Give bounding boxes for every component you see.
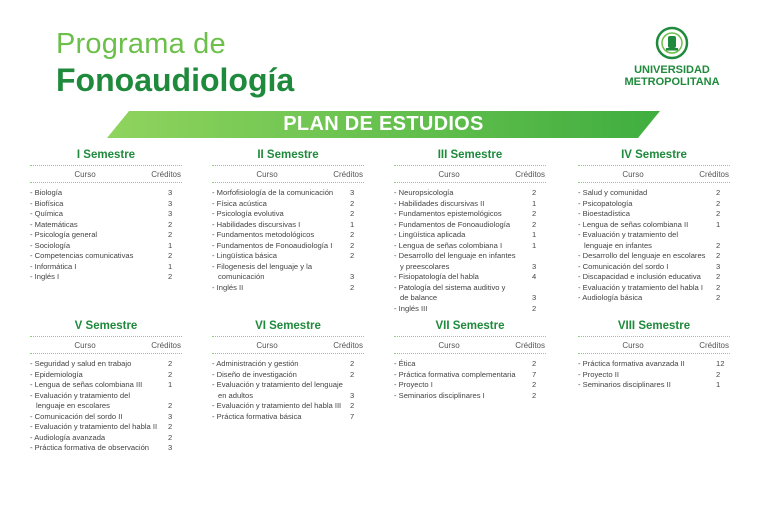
course-name: lenguaje en escolares xyxy=(36,401,110,410)
course-credits: 2 xyxy=(532,209,537,218)
semester-title: VIII Semestre xyxy=(617,320,691,332)
curso-header: Curso xyxy=(256,341,278,350)
course-row xyxy=(212,412,364,423)
course-credits: 2 xyxy=(168,359,173,368)
course-credits: 3 xyxy=(532,293,537,302)
divider xyxy=(394,182,546,183)
course-credits: 1 xyxy=(532,198,537,208)
creditos-header: Créditos xyxy=(699,341,729,350)
course-credits: 2 xyxy=(716,369,721,379)
course-credits: 2 xyxy=(350,282,355,292)
course-name: - Salud y comunidad xyxy=(578,188,648,197)
course-name: - Habilidades discursivas II xyxy=(394,198,485,208)
course-row xyxy=(394,380,546,391)
course-name: - Fundamentos metodológicos xyxy=(212,230,315,239)
curso-header: Curso xyxy=(74,341,96,350)
course-row xyxy=(578,251,730,262)
course-credits: 3 xyxy=(168,209,173,218)
course-credits: 1 xyxy=(350,219,355,229)
curso-header: Curso xyxy=(256,170,278,179)
course-name: - Ética xyxy=(394,359,416,368)
course-name: - Patología del sistema auditivo y xyxy=(394,282,506,292)
course-name: - Inglés III xyxy=(394,303,428,313)
course-credits: 2 xyxy=(350,369,355,379)
course-row xyxy=(578,220,730,231)
semester-title: VII Semestre xyxy=(435,320,505,332)
course-name: - Inglés II xyxy=(212,282,244,292)
creditos-header: Créditos xyxy=(151,341,181,350)
divider xyxy=(30,353,182,354)
course-row xyxy=(212,262,364,273)
semester-header xyxy=(212,341,364,350)
course-name: - Desarrollo del lenguaje en escolares xyxy=(578,251,706,260)
semester-title: V Semestre xyxy=(74,320,138,332)
semester-header xyxy=(30,170,182,179)
course-name: - Práctica formativa complementaria xyxy=(394,369,516,379)
course-credits: 3 xyxy=(168,443,173,452)
university-logo xyxy=(612,26,732,88)
logo-text-line2: METROPOLITANA xyxy=(624,76,720,88)
course-row xyxy=(394,359,546,370)
course-credits xyxy=(532,283,546,294)
curso-header: Curso xyxy=(438,170,460,179)
divider xyxy=(394,353,546,354)
course-name: - Química xyxy=(30,209,63,218)
course-row xyxy=(30,262,182,273)
course-credits: 7 xyxy=(532,369,537,379)
course-row xyxy=(394,293,546,304)
divider xyxy=(212,165,364,166)
course-row xyxy=(394,283,546,294)
divider xyxy=(578,353,730,354)
course-name: - Biología xyxy=(30,188,63,197)
course-row xyxy=(394,199,546,210)
divider xyxy=(578,336,730,337)
course-credits: 3 xyxy=(168,198,173,208)
course-credits: 1 xyxy=(716,380,721,389)
divider xyxy=(394,165,546,166)
course-name: - Evaluación y tratamiento del xyxy=(30,390,131,400)
course-name: - Competencias comunicativas xyxy=(30,251,134,260)
semester-block xyxy=(30,320,182,454)
course-name: - Seminarios disciplinares II xyxy=(578,380,671,389)
course-row xyxy=(30,209,182,220)
course-row xyxy=(578,241,730,252)
course-name: - Comunicación del sordo I xyxy=(578,261,669,271)
course-credits: 12 xyxy=(716,359,725,368)
course-credits: 2 xyxy=(716,209,721,218)
program-title-line1: Programa de xyxy=(56,28,226,60)
course-name: - Desarrollo del lenguaje en infantes xyxy=(394,251,516,260)
course-name: - Seminarios disciplinares I xyxy=(394,390,485,400)
course-name: - Práctica formativa básica xyxy=(212,411,302,421)
course-name: de balance xyxy=(400,293,438,302)
course-name: en adultos xyxy=(218,390,254,400)
course-row xyxy=(578,359,730,370)
course-credits: 2 xyxy=(532,303,537,313)
course-name: - Proyecto I xyxy=(394,380,433,389)
semester-title: II Semestre xyxy=(257,149,319,161)
course-name: - Proyecto II xyxy=(578,369,619,379)
course-row xyxy=(394,370,546,381)
course-name: - Audiología básica xyxy=(578,293,643,302)
course-row xyxy=(212,251,364,262)
course-row xyxy=(212,199,364,210)
course-name: - Matemáticas xyxy=(30,219,78,229)
semester-block xyxy=(394,320,546,401)
divider xyxy=(30,336,182,337)
course-row xyxy=(578,188,730,199)
course-credits: 3 xyxy=(716,261,721,271)
course-name: - Discapacidad e inclusión educativa xyxy=(578,272,701,281)
course-name: - Evaluación y tratamiento del lenguaje xyxy=(212,380,343,389)
course-name: - Evaluación y tratamiento del habla III xyxy=(212,401,342,410)
course-row xyxy=(30,412,182,423)
course-row xyxy=(212,209,364,220)
course-row xyxy=(212,272,364,283)
divider xyxy=(578,165,730,166)
course-credits: 2 xyxy=(168,219,173,229)
course-credits: 2 xyxy=(350,240,355,250)
course-name: - Informática I xyxy=(30,261,77,271)
course-name: - Fundamentos de Fonoaudiología I xyxy=(212,240,333,250)
course-credits: 2 xyxy=(350,251,355,260)
course-credits: 3 xyxy=(350,272,355,281)
course-name: - Inglés I xyxy=(30,272,60,281)
divider xyxy=(212,182,364,183)
course-row xyxy=(578,230,730,241)
course-credits: 1 xyxy=(716,219,721,229)
semester-header xyxy=(394,341,546,350)
course-name: - Psicopatología xyxy=(578,198,633,208)
course-row xyxy=(30,391,182,402)
course-name: - Comunicación del sordo II xyxy=(30,411,123,421)
divider xyxy=(578,182,730,183)
course-row xyxy=(578,272,730,283)
course-credits: 2 xyxy=(168,422,173,431)
course-credits: 3 xyxy=(350,390,355,400)
course-credits: 1 xyxy=(168,380,173,389)
course-row xyxy=(30,230,182,241)
semester-title: III Semestre xyxy=(437,149,503,161)
course-credits: 2 xyxy=(350,209,355,218)
semester-block xyxy=(30,149,182,283)
course-row xyxy=(30,401,182,412)
course-credits: 2 xyxy=(532,219,537,229)
semester-header xyxy=(394,170,546,179)
course-row xyxy=(212,241,364,252)
course-credits: 3 xyxy=(168,188,173,197)
course-credits: 3 xyxy=(168,411,173,421)
semester-block xyxy=(212,149,364,293)
course-row xyxy=(394,220,546,231)
divider xyxy=(30,182,182,183)
course-credits: 2 xyxy=(168,230,173,239)
course-credits: 2 xyxy=(716,240,721,250)
semester-block xyxy=(578,320,730,391)
course-name: - Lingüística básica xyxy=(212,251,278,260)
course-name: - Lengua de señas colombiana II xyxy=(578,219,689,229)
course-name: - Práctica formativa avanzada II xyxy=(578,359,685,368)
course-credits: 1 xyxy=(168,240,173,250)
divider xyxy=(212,336,364,337)
course-name: - Fisiopatología del habla xyxy=(394,272,479,281)
course-name: - Biofísica xyxy=(30,198,64,208)
creditos-header: Créditos xyxy=(333,341,363,350)
course-name: lenguaje en infantes xyxy=(584,240,652,250)
course-credits: 3 xyxy=(350,188,355,197)
course-name: - Práctica formativa de observación xyxy=(30,443,150,452)
creditos-header: Créditos xyxy=(151,170,181,179)
course-row xyxy=(30,433,182,444)
course-name: - Evaluación y tratamiento del habla I xyxy=(578,282,703,292)
course-row xyxy=(212,220,364,231)
divider xyxy=(394,336,546,337)
course-row xyxy=(578,262,730,273)
course-credits xyxy=(716,230,730,241)
course-row xyxy=(394,272,546,283)
course-credits: 2 xyxy=(716,251,721,260)
course-name: - Administración y gestión xyxy=(212,359,299,368)
course-row xyxy=(212,359,364,370)
course-name: - Seguridad y salud en trabajo xyxy=(30,359,132,368)
course-row xyxy=(212,188,364,199)
banner-title: PLAN DE ESTUDIOS xyxy=(283,113,484,135)
course-row xyxy=(30,188,182,199)
divider xyxy=(30,165,182,166)
course-credits: 3 xyxy=(532,261,537,271)
course-row xyxy=(394,241,546,252)
course-credits: 2 xyxy=(168,432,173,442)
curso-header: Curso xyxy=(74,170,96,179)
semester-header xyxy=(30,341,182,350)
course-name: - Diseño de investigación xyxy=(212,369,297,379)
course-row xyxy=(578,370,730,381)
course-name: - Habilidades discursivas I xyxy=(212,219,301,229)
course-row xyxy=(394,304,546,315)
program-title-line2: Fonoaudiología xyxy=(56,62,295,98)
course-row xyxy=(212,391,364,402)
semester-block xyxy=(394,149,546,314)
divider xyxy=(212,353,364,354)
course-credits: 2 xyxy=(168,401,173,410)
course-name: - Fundamentos de Fonoaudiología xyxy=(394,219,511,229)
course-name: - Bioestadística xyxy=(578,209,630,218)
course-credits: 2 xyxy=(716,293,721,302)
course-row xyxy=(30,199,182,210)
course-credits: 2 xyxy=(532,380,537,389)
course-row xyxy=(30,370,182,381)
course-name: - Audiología avanzada xyxy=(30,432,106,442)
course-row xyxy=(394,230,546,241)
course-row xyxy=(30,422,182,433)
creditos-header: Créditos xyxy=(515,341,545,350)
logo-text-line1: UNIVERSIDAD xyxy=(634,64,710,76)
course-row xyxy=(212,380,364,391)
course-name: - Evaluación y tratamiento del habla II xyxy=(30,422,158,431)
semester-title: VI Semestre xyxy=(255,320,321,332)
course-row xyxy=(212,370,364,381)
course-row xyxy=(394,262,546,273)
semester-header xyxy=(578,170,730,179)
course-credits: 2 xyxy=(168,251,173,260)
curso-header: Curso xyxy=(622,341,644,350)
course-credits: 1 xyxy=(532,230,537,239)
course-row xyxy=(30,220,182,231)
course-row xyxy=(578,283,730,294)
course-row xyxy=(30,251,182,262)
course-row xyxy=(394,188,546,199)
course-name: - Psicología evolutiva xyxy=(212,209,284,218)
course-credits: 2 xyxy=(168,369,173,379)
course-name: - Lengua de señas colombiana III xyxy=(30,380,143,389)
course-credits: 2 xyxy=(350,359,355,368)
course-row xyxy=(30,443,182,454)
course-name: - Lengua de señas colombiana I xyxy=(394,240,503,250)
course-row xyxy=(212,401,364,412)
course-name: - Fundamentos epistemológicos xyxy=(394,209,502,218)
course-credits: 1 xyxy=(532,240,537,250)
course-name: - Neuropsicología xyxy=(394,188,454,197)
course-row xyxy=(30,380,182,391)
plan-banner xyxy=(107,111,660,138)
course-row xyxy=(394,209,546,220)
curso-header: Curso xyxy=(622,170,644,179)
course-credits: 2 xyxy=(532,359,537,368)
course-name: comunicación xyxy=(218,272,265,281)
course-credits: 1 xyxy=(168,261,173,271)
course-credits xyxy=(350,262,364,273)
semester-block xyxy=(578,149,730,304)
creditos-header: Créditos xyxy=(515,170,545,179)
course-row xyxy=(30,359,182,370)
course-row xyxy=(212,283,364,294)
course-name: - Física acústica xyxy=(212,198,267,208)
course-credits xyxy=(168,391,182,402)
semester-header xyxy=(212,170,364,179)
course-credits: 7 xyxy=(350,411,355,421)
course-row xyxy=(578,209,730,220)
course-row xyxy=(394,251,546,262)
course-credits: 2 xyxy=(168,272,173,281)
course-credits: 2 xyxy=(716,272,721,281)
course-name: - Evaluación y tratamiento del xyxy=(578,230,679,239)
semester-title: I Semestre xyxy=(76,149,136,161)
course-credits: 2 xyxy=(716,188,721,197)
course-credits: 2 xyxy=(532,390,537,400)
course-row xyxy=(578,199,730,210)
course-name: - Epidemiología xyxy=(30,369,83,379)
course-credits: 2 xyxy=(350,198,355,208)
course-credits: 2 xyxy=(350,230,355,239)
course-row xyxy=(30,272,182,283)
course-credits xyxy=(532,251,546,262)
course-row xyxy=(30,241,182,252)
creditos-header: Créditos xyxy=(699,170,729,179)
course-name: - Morfofisiología de la comunicación xyxy=(212,188,334,197)
course-credits: 4 xyxy=(532,272,537,281)
course-credits: 2 xyxy=(532,188,537,197)
creditos-header: Créditos xyxy=(333,170,363,179)
course-name: - Psicología general xyxy=(30,230,98,239)
semester-block xyxy=(212,320,364,422)
university-seal-icon xyxy=(655,26,689,60)
course-row xyxy=(578,380,730,391)
course-row xyxy=(394,391,546,402)
curso-header: Curso xyxy=(438,341,460,350)
course-name: y preescolares xyxy=(400,261,450,271)
course-credits: 2 xyxy=(350,401,355,410)
semester-title: IV Semestre xyxy=(621,149,687,161)
semester-header xyxy=(578,341,730,350)
course-credits: 2 xyxy=(716,198,721,208)
course-row xyxy=(212,230,364,241)
course-name: - Filogenesis del lenguaje y la xyxy=(212,261,313,271)
course-name: - Sociología xyxy=(30,240,71,250)
course-credits: 2 xyxy=(716,282,721,292)
course-row xyxy=(578,293,730,304)
course-credits xyxy=(350,380,364,391)
course-name: - Lingüística aplicada xyxy=(394,230,466,239)
